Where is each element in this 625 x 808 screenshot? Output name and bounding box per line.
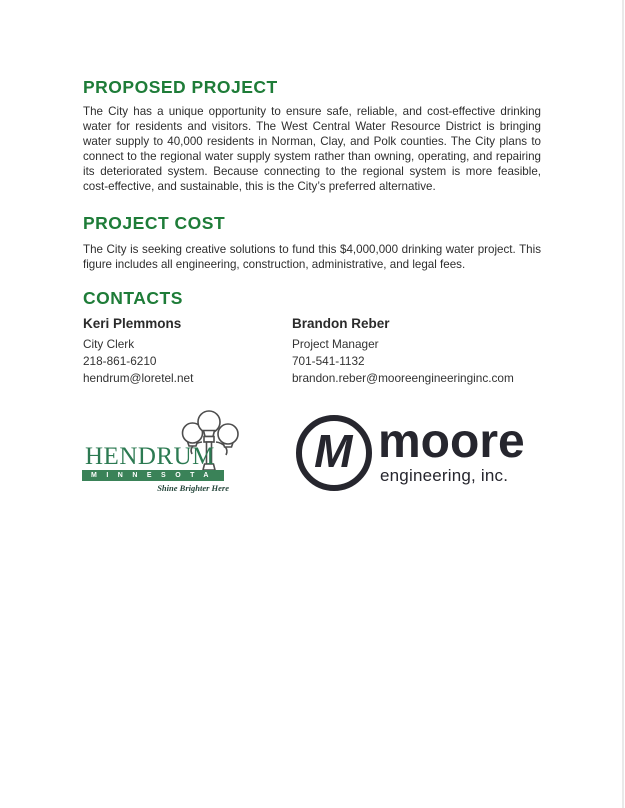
contact-phone: 218-861-6210 xyxy=(83,353,157,368)
proposed-project-paragraph: The City has a unique opportunity to ensure safe, reliable, and cost-effective drinking water for residents and visitors. The West Central Water Resource District is bringing water supply to 40,000 residents in Norman, Clay, and Polk counties. The City plans to connect to the regional water supply system rather than owning, operating, and repairing its deteriorated system. Because connecting to the regional system is more feasible, cost-effective, and sustainable, this is the City’s preferred alternative. xyxy=(83,105,541,193)
moore-monogram-letter: M xyxy=(314,425,353,478)
contact-name: Keri Plemmons xyxy=(83,316,182,331)
scan-edge-artifact xyxy=(622,0,624,808)
contact-card-brandon-reber xyxy=(292,316,514,386)
hendrum-tagline: Shine Brighter Here xyxy=(157,483,229,493)
contact-email: hendrum@loretel.net xyxy=(83,370,194,385)
hendrum-minnesota-text: MINNESOTA xyxy=(91,472,218,479)
hendrum-wordmark: HENDRUM xyxy=(85,443,215,470)
hendrum-city-logo xyxy=(73,400,243,500)
moore-monogram-icon xyxy=(296,415,372,491)
proposed-project-heading: PROPOSED PROJECT xyxy=(83,77,278,97)
contact-title: City Clerk xyxy=(83,337,135,351)
project-cost-paragraph: The City is seeking creative solutions to fund this $4,000,000 drinking water project. This figure includes all engineering, construction, administrative, and legal fees. xyxy=(83,243,541,271)
contact-name: Brandon Reber xyxy=(292,316,390,331)
moore-logo-name: moore xyxy=(378,415,525,468)
moore-engineering-logo xyxy=(295,412,555,492)
contact-card-keri-plemmons xyxy=(83,316,292,386)
contact-title: Project Manager xyxy=(292,337,379,351)
hendrum-minnesota-banner xyxy=(82,470,224,481)
project-cost-heading: PROJECT COST xyxy=(83,213,226,233)
contacts-row xyxy=(83,316,514,386)
moore-logo-subtitle: engineering, inc. xyxy=(380,466,509,485)
contacts-heading: CONTACTS xyxy=(83,288,183,308)
contact-phone: 701-541-1132 xyxy=(292,353,365,368)
contact-email: brandon.reber@mooreengineeringinc.com xyxy=(292,370,514,385)
